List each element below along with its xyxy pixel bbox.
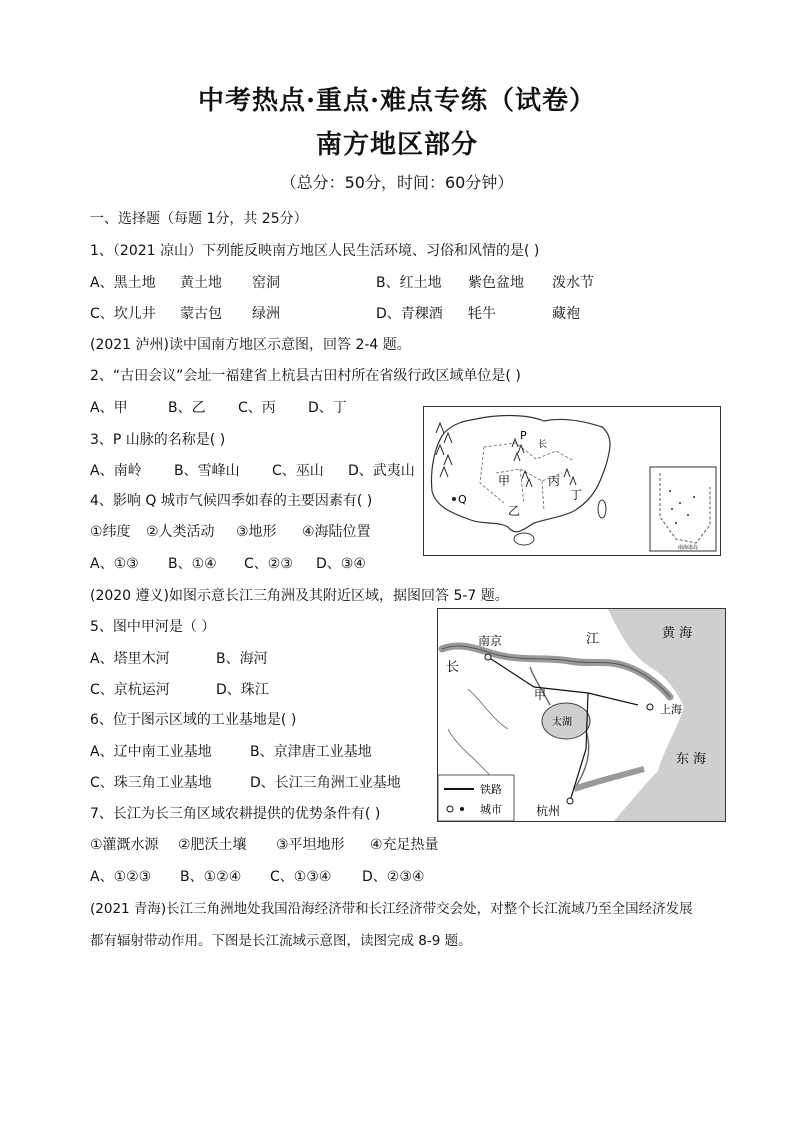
label-jia: 甲 bbox=[534, 688, 547, 702]
q5-option-b: B、海河 bbox=[216, 651, 268, 667]
q5-option-a: A、塔里木河 bbox=[90, 651, 170, 667]
q7-stem: 7、长江为长三角区域农耕提供的优势条件有( ) bbox=[90, 806, 381, 822]
label-jiang: 江 bbox=[586, 632, 600, 647]
exam-title: 中考热点·重点·难点专练（试卷） bbox=[197, 86, 597, 116]
section-heading: 一、选择题（每题 1分，共 25分） bbox=[90, 211, 308, 227]
intro-map3-line2: 都有辐射带动作用。下图是长江流域示意图，读图完成 8-9 题。 bbox=[90, 933, 472, 949]
q4-option-b: B、①④ bbox=[168, 556, 217, 572]
q7-factor-4: ④充足热量 bbox=[370, 837, 439, 853]
inset-label: 南海诸岛 bbox=[678, 545, 699, 551]
label-p: P bbox=[520, 429, 527, 442]
label-yi: 乙 bbox=[508, 504, 521, 518]
q1-option-d-2: 牦牛 bbox=[468, 306, 496, 322]
q2-option-d: D、丁 bbox=[308, 400, 347, 416]
q7-option-d: D、②③④ bbox=[362, 869, 425, 885]
q4-factor-3: ③地形 bbox=[236, 524, 277, 540]
minor-rivers bbox=[448, 689, 508, 785]
hainan-island bbox=[514, 533, 534, 545]
q1-option-a-2: 黄土地 bbox=[180, 275, 222, 291]
label-chang: 长 bbox=[538, 440, 548, 450]
q4-option-c: C、②③ bbox=[244, 556, 293, 572]
legend-rail-label: 铁路 bbox=[480, 783, 502, 796]
q7-factor-1: ①灌溉水源 bbox=[90, 837, 159, 853]
q1-stem: 1、（2021 凉山）下列能反映南方地区人民生活环境、习俗和风情的是( ) bbox=[90, 243, 540, 259]
q4-factor-4: ④海陆位置 bbox=[302, 524, 371, 540]
q2-option-a: A、甲 bbox=[90, 400, 128, 416]
q5-stem: 5、图中甲河是（ ） bbox=[90, 619, 216, 635]
label-chang: 长 bbox=[446, 660, 460, 675]
q7-option-b: B、①②④ bbox=[180, 869, 242, 885]
q3-option-c: C、巫山 bbox=[272, 463, 324, 479]
q1-option-b-2: 紫色盆地 bbox=[468, 275, 524, 291]
q3-option-a: A、南岭 bbox=[90, 463, 142, 479]
label-taihu: 太湖 bbox=[552, 717, 572, 728]
yangtze-delta-map-graphic bbox=[438, 609, 725, 821]
q4-factor-1: ①纬度 bbox=[90, 524, 131, 540]
q6-option-a: A、辽中南工业基地 bbox=[90, 744, 212, 760]
southern-china-map bbox=[423, 406, 721, 556]
q1-option-a-3: 窑洞 bbox=[252, 275, 280, 291]
label-jia: 甲 bbox=[498, 474, 511, 488]
q7-factor-2: ②肥沃土壤 bbox=[178, 837, 247, 853]
q1-option-a-1: A、黑土地 bbox=[90, 275, 156, 291]
q2-option-b: B、乙 bbox=[168, 400, 206, 416]
label-nanjing: 南京 bbox=[478, 634, 503, 648]
q1-option-c-3: 绿洲 bbox=[252, 306, 280, 322]
q3-stem: 3、P 山脉的名称是( ) bbox=[90, 432, 226, 448]
yangtze-delta-map bbox=[437, 608, 726, 822]
q4-option-d: D、③④ bbox=[316, 556, 366, 572]
q4-factor-2: ②人类活动 bbox=[146, 524, 215, 540]
label-huanghai: 黄 海 bbox=[662, 626, 693, 641]
q1-option-c-1: C、坎儿井 bbox=[90, 306, 156, 322]
hangzhou-bay bbox=[574, 769, 644, 789]
q5-option-d: D、珠江 bbox=[216, 682, 269, 698]
q6-stem: 6、位于图示区域的工业基地是( ) bbox=[90, 712, 297, 728]
q1-option-b-1: B、红土地 bbox=[376, 275, 442, 291]
exam-subtitle: 南方地区部分 bbox=[315, 130, 478, 160]
southern-china-map-graphic bbox=[424, 407, 720, 555]
label-bing: 丙 bbox=[548, 474, 561, 488]
q4-option-a: A、①③ bbox=[90, 556, 139, 572]
q6-option-c: C、珠三角工业基地 bbox=[90, 775, 212, 791]
q2-stem: 2、“古田会议”会址一福建省上杭县古田村所在省级行政区域单位是( ) bbox=[90, 368, 521, 384]
q2-option-c: C、丙 bbox=[238, 400, 276, 416]
q4-stem: 4、影响 Q 城市气候四季如春的主要因素有( ) bbox=[90, 493, 373, 509]
q6-option-d: D、长江三角洲工业基地 bbox=[250, 775, 401, 791]
legend-box bbox=[438, 775, 514, 821]
q7-factor-3: ③平坦地形 bbox=[276, 837, 345, 853]
legend-city-label: 城市 bbox=[480, 803, 502, 816]
label-ding: 丁 bbox=[570, 488, 583, 502]
q-city-dot bbox=[452, 497, 456, 501]
q5-option-c: C、京杭运河 bbox=[90, 682, 170, 698]
q1-option-b-3: 泼水节 bbox=[552, 275, 594, 291]
q1-option-d-3: 藏袍 bbox=[552, 306, 580, 322]
q3-option-b: B、雪峰山 bbox=[174, 463, 240, 479]
q7-option-a: A、①②③ bbox=[90, 869, 152, 885]
taiwan-island bbox=[598, 500, 606, 518]
q1-option-c-2: 蒙古包 bbox=[180, 306, 222, 322]
legend-city-symbol bbox=[447, 806, 453, 812]
intro-map2: (2020 遵义)如图示意长江三角洲及其附近区域，据图回答 5-7 题。 bbox=[90, 588, 509, 604]
q6-option-b: B、京津唐工业基地 bbox=[250, 744, 372, 760]
q7-option-c: C、①③④ bbox=[270, 869, 332, 885]
q1-option-d-1: D、青稞酒 bbox=[376, 306, 443, 322]
label-donghai: 东 海 bbox=[676, 752, 707, 767]
intro-map3-line1: (2021 青海)长江三角洲地处我国沿海经济带和长江经济带交会处，对整个长江流域乃至全国经济发展 bbox=[90, 901, 693, 917]
label-q: Q bbox=[458, 493, 467, 506]
label-hangzhou: 杭州 bbox=[536, 804, 561, 818]
score-time-info: （总分：50分，时间：60分钟） bbox=[280, 173, 514, 192]
intro-map1: (2021 泸州)读中国南方地区示意图，回答 2-4 题。 bbox=[90, 337, 411, 353]
label-shanghai: 上海 bbox=[660, 703, 682, 716]
q3-option-d: D、武夷山 bbox=[348, 463, 415, 479]
